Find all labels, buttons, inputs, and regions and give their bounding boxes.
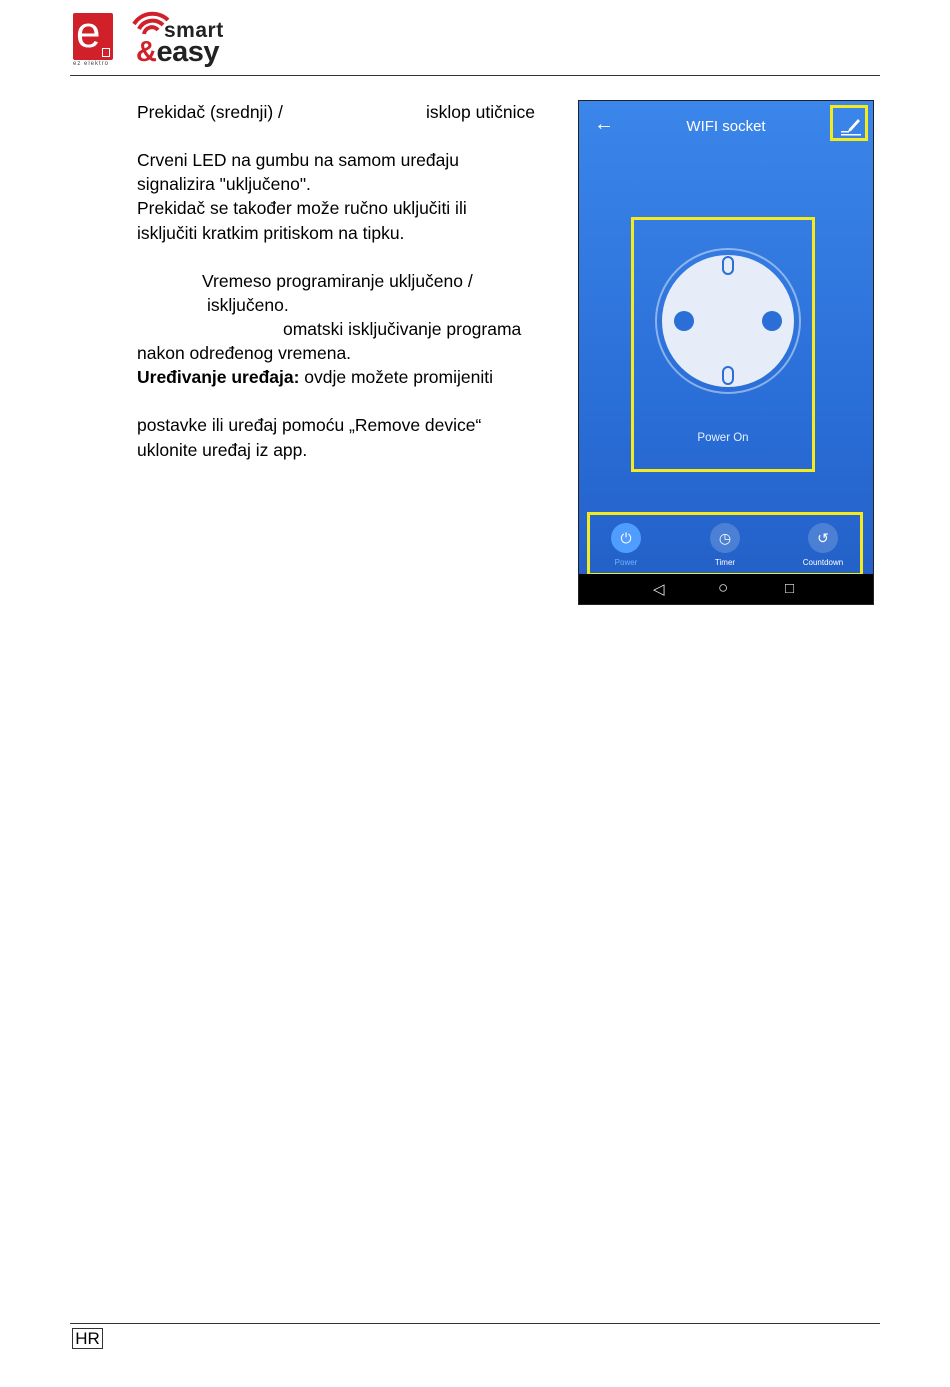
text-line-1b: isklop utičnice: [426, 102, 535, 122]
header-divider: [70, 75, 880, 76]
device-title: WIFI socket: [686, 118, 766, 135]
tab-power-label: Power: [614, 558, 638, 567]
brand-ampersand: &: [136, 36, 157, 68]
text-line-11: postavke ili uređaj pomoću „Remove device“: [137, 415, 482, 435]
power-icon[interactable]: ⏻: [611, 523, 641, 553]
text-line-7: isključeno.: [207, 295, 289, 315]
text-line-4: Prekidač se također može ručno uključiti ili: [137, 198, 467, 218]
edit-device-heading: Uređivanje uređaja:: [137, 367, 300, 387]
socket-icon[interactable]: [653, 246, 803, 396]
tab-countdown[interactable]: [793, 523, 853, 567]
brand-word-smart: smart: [164, 19, 224, 42]
logo-mark: [102, 48, 110, 57]
nav-home-icon[interactable]: ○: [718, 578, 729, 597]
logo-caption: ez elektro: [73, 61, 110, 67]
clock-icon[interactable]: ◷: [710, 523, 740, 553]
logo-letter: e: [76, 8, 101, 57]
tab-countdown-label: Countdown: [802, 558, 844, 567]
tab-timer[interactable]: [695, 523, 755, 567]
text-line-10: [137, 366, 493, 388]
text-line-8: omatski isključivanje programa: [283, 319, 522, 339]
edit-device-text: ovdje možete promijeniti: [299, 367, 493, 387]
countdown-icon[interactable]: ↺: [808, 523, 838, 553]
smart-easy-logo: [128, 10, 238, 68]
tabs-highlight: [587, 512, 863, 576]
socket-highlight[interactable]: [631, 217, 815, 472]
brand-word-easy: [136, 36, 219, 69]
brand-easy-text: easy: [156, 36, 219, 68]
android-nav-bar: [579, 574, 873, 604]
tab-power[interactable]: [596, 523, 656, 567]
footer-divider: [70, 1323, 880, 1324]
text-line-6: Vremeso programiranje uključeno /: [202, 271, 473, 291]
edit-device-highlight[interactable]: [830, 105, 868, 141]
app-screenshot: [578, 100, 874, 605]
text-line-12: uklonite uređaj iz app.: [137, 440, 308, 460]
text-line-9: nakon određenog vremena.: [137, 343, 352, 363]
language-label: HR: [72, 1328, 103, 1349]
text-line-5: isključiti kratkim pritiskom na tipku.: [137, 223, 405, 243]
back-arrow-icon[interactable]: ←: [594, 113, 614, 135]
text-line-2: Crveni LED na gumbu na samom uređaju: [137, 150, 459, 170]
nav-recent-icon[interactable]: □: [785, 580, 795, 597]
ez-elektro-logo: [73, 8, 113, 60]
power-status: Power On: [697, 432, 749, 444]
tab-timer-label: Timer: [714, 558, 736, 567]
nav-back-icon[interactable]: ◁: [653, 581, 665, 598]
pencil-icon[interactable]: [839, 114, 863, 136]
text-line-3: signalizira "uključeno".: [137, 174, 311, 194]
text-line-1a: Prekidač (srednji) /: [137, 102, 283, 122]
